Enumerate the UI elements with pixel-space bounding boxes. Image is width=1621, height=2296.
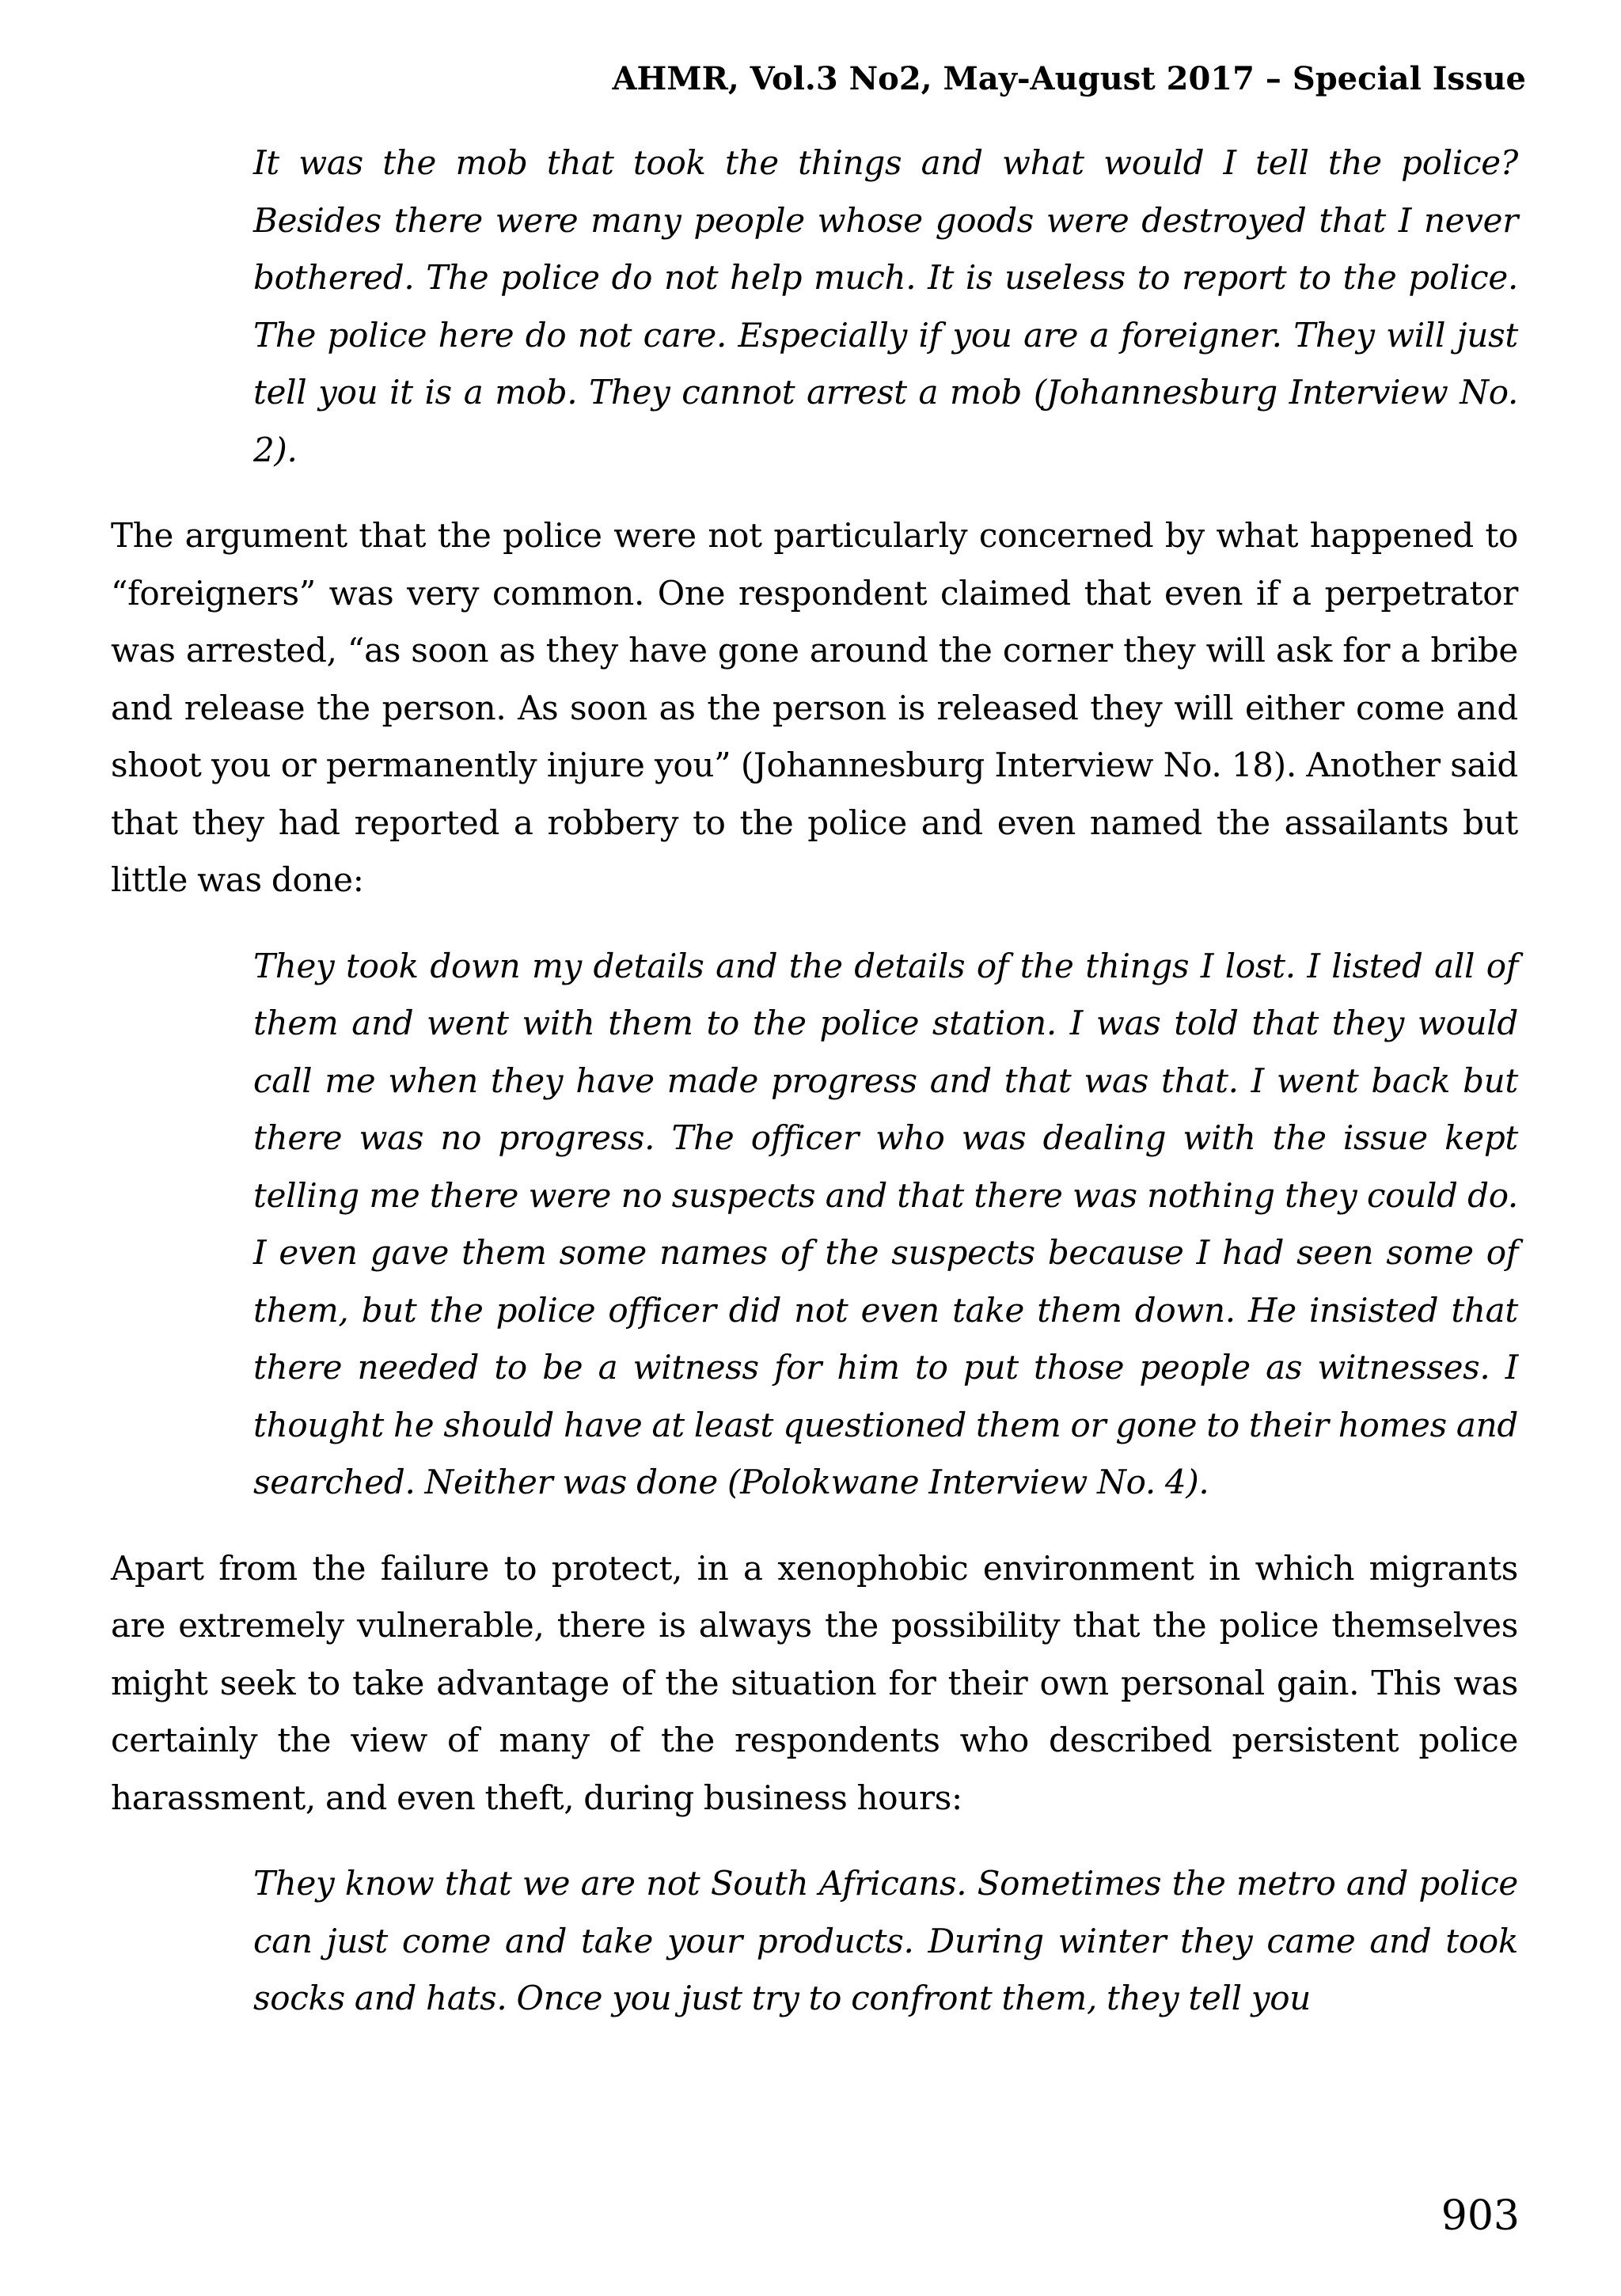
spacer [111,1827,1518,1855]
body-paragraph-1: The argument that the police were not particularly concerned by what happened to “foreigners” was very common. One respondent claimed that even if a perpetrator was arrested, “as soon as they have gone around the corner they will ask for a bribe and release the person. As soon as the person is released they will either come and shoot you or permanently injure you” (Johannesburg Interview No. 18). Another said that they had reported a robbery to the police and even named the assailants but little was done: [111,516,1518,899]
spacer [111,479,1518,507]
spacer [111,909,1518,938]
running-header: AHMR, Vol.3 No2, May-August 2017 – Special Issue [612,60,1526,97]
spacer [111,1512,1518,1540]
page-number: 903 [1441,2192,1520,2240]
body-paragraph-2: Apart from the failure to protect, in a xenophobic environment in which migrants are extremely vulnerable, there is always the possibility that the police themselves might seek to take advantage of the situation for their own personal gain. This was certainly the view of many of the respondents who described persistent police harassment, and even theft, during business hours: [111,1548,1518,1817]
block-quote-3: They know that we are not South Africans. Sometimes the metro and police can just come and take your products. During winter they came and took socks and hats. Once you just try to confront them, they tell you [253,1864,1518,2017]
block-quote-2: They took down my details and the details of the things I lost. I listed all of them and went with them to the police station. I was told that they would call me when they have made progress and that was that. I went back but there was no progress. The officer who was dealing with the issue kept telling me there were no suspects and that there was nothing they could do. I even gave them some names of the suspects because I had seen some of them, but the police officer did not even take them down. He insisted that there needed to be a witness for him to put those people as witnesses. I thought he should have at least questioned them or gone to their homes and searched. Neither was done (Polokwane Interview No. 4). [253,946,1518,1501]
block-quote-1: It was the mob that took the things and what would I tell the police? Besides there were many people whose goods were destroyed that I never bothered. The police do not help much. It is useless to report to the police. The police here do not care. Especially if you are a foreigner. They will just tell you it is a mob. They cannot arrest a mob (Johannesburg Interview No. 2). [253,143,1518,469]
page-body [111,135,1518,2028]
